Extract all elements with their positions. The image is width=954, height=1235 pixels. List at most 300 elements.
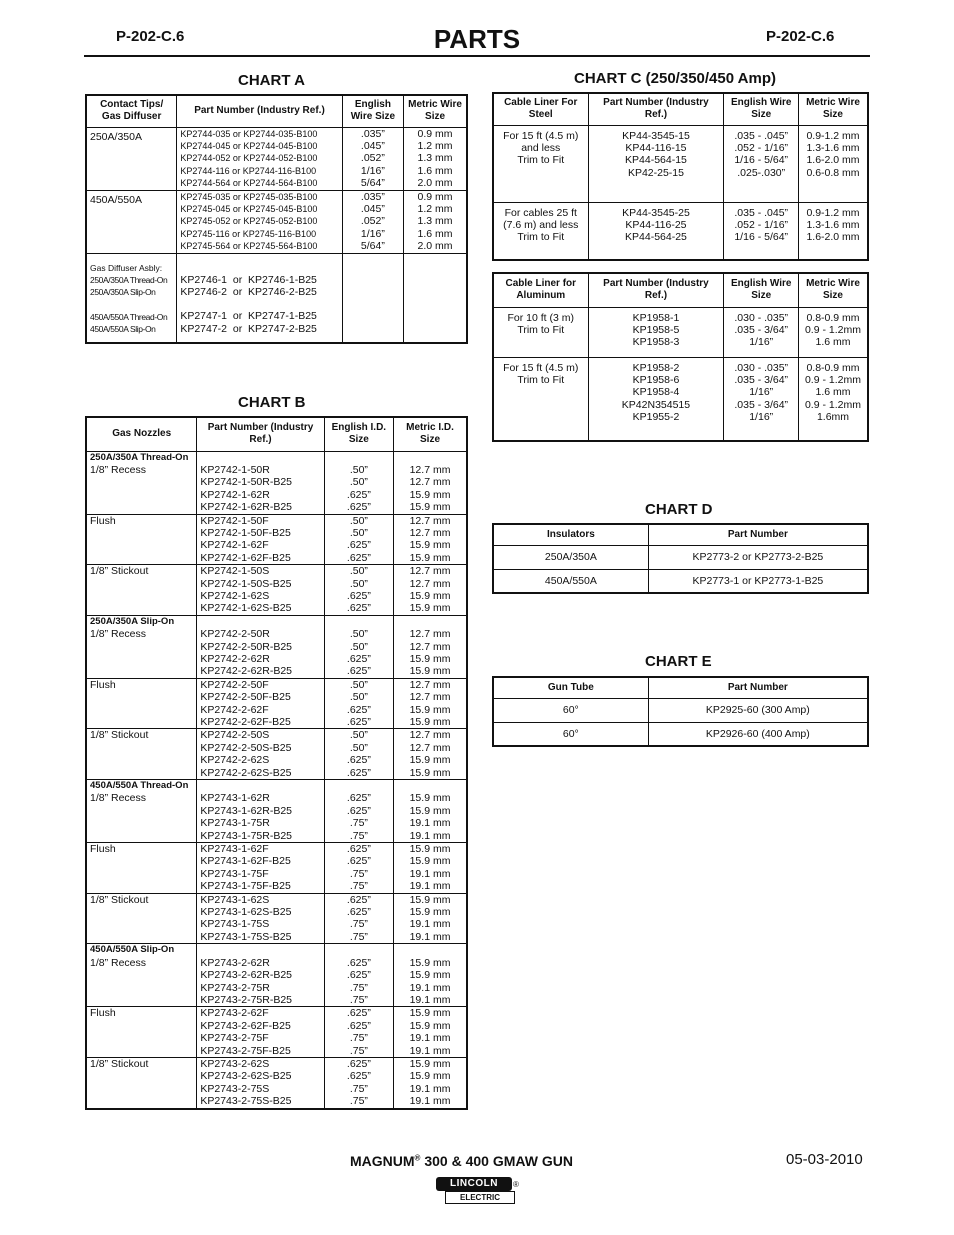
cell-line: KP2742-2-50F (200, 678, 269, 691)
cell-line: .50” (349, 729, 368, 742)
cell-line: 15.9 mm (409, 893, 451, 906)
cell-line: 12.7 mm (409, 514, 451, 527)
cell-line: KP1955-2 (632, 411, 680, 424)
cell-line: 19.1 mm (409, 930, 451, 943)
cell-line: KP2744-035 or KP2744-035-B100 (180, 128, 318, 139)
cell-line: KP2742-1-62F-B25 (200, 551, 291, 564)
table-cell (342, 190, 403, 253)
cell-line: .75” (349, 1095, 368, 1108)
cell-line: 15.9 mm (409, 501, 451, 514)
table-cell (197, 565, 324, 616)
table-cell (197, 780, 324, 843)
cell-line: KP2742-1-50F (200, 514, 269, 527)
footer-product-rest: 300 & 400 GMAW GUN (420, 1153, 573, 1169)
cell-line: .025-.030” (737, 166, 786, 179)
cell-line: KP2745-116 or KP2745-116-B100 (180, 228, 317, 239)
table-cell (798, 125, 868, 202)
diffuser-parts (177, 253, 342, 343)
row-label (86, 1007, 197, 1058)
cell-line: .045” (360, 139, 385, 152)
cell-line: .625” (346, 969, 371, 982)
cell-line: KP2743-1-75S (200, 918, 270, 931)
cell-line: For 15 ft (4.5 m) (503, 361, 579, 374)
cell-line: KP2743-2-62R-B25 (200, 969, 293, 982)
cell-line: .625” (346, 1057, 371, 1070)
lincoln-logo: LINCOLN (436, 1177, 512, 1191)
table-row (86, 615, 467, 678)
cell-line: 19.1 mm (409, 1095, 451, 1108)
cell-line: KP2742-2-62S-B25 (200, 766, 292, 779)
row-label: 250A/350A (86, 127, 177, 190)
cell-line: KP2742-2-62S (200, 754, 270, 767)
cell-line: 0.9 - 1.2mm (804, 373, 861, 386)
chart-c-title: CHART C (250/350/450 Amp) (574, 70, 777, 87)
cell-line: .75” (349, 1032, 368, 1045)
cell-line: 1/16” (360, 227, 385, 240)
cell-line: .75” (349, 817, 368, 830)
chart-e-header: Gun Tube (493, 677, 648, 698)
cell-line: .625” (346, 893, 371, 906)
cell-line: KP2743-1-62S (200, 893, 270, 906)
cell-line: KP1958-2 (632, 361, 680, 374)
row-label (86, 780, 197, 843)
cell-line: .75” (349, 880, 368, 893)
cell-line: 12.7 mm (409, 628, 451, 641)
chart-c-steel-header: Cable Liner For Steel (493, 93, 588, 125)
cell-line: .50” (349, 678, 368, 691)
cell-line: KP2742-2-50R-B25 (200, 640, 293, 653)
cell-line: .50” (349, 577, 368, 590)
cell-line: .035 - 3/64” (734, 373, 789, 386)
table-cell: 60° (493, 698, 648, 722)
table-cell (394, 451, 467, 514)
table-cell (724, 125, 799, 202)
chart-e-header: Part Number (648, 677, 868, 698)
cell-line: .625” (346, 652, 371, 665)
cell-line: .75” (349, 867, 368, 880)
chart-b-table (85, 416, 468, 1110)
cell-line: 19.1 mm (409, 1082, 451, 1095)
cell-line: 15.9 mm (409, 792, 451, 805)
table-row (86, 944, 467, 1007)
table-row (86, 1007, 467, 1058)
cell-line: 0.9 - 1.2mm (804, 323, 861, 336)
chart-a-header: Part Number (Industry Ref.) (177, 95, 342, 127)
row-label: 450A/550A (86, 190, 177, 253)
table-cell (394, 565, 467, 616)
table-row (493, 202, 868, 260)
table-cell (394, 843, 467, 894)
cell-line: .625” (346, 855, 371, 868)
cell-line: 2.0 mm (417, 177, 453, 190)
table-cell (394, 615, 467, 678)
empty-cell (342, 253, 403, 343)
row-label (86, 893, 197, 944)
table-row (86, 565, 467, 616)
cell-line: For 10 ft (3 m) (507, 311, 575, 324)
chart-c-aluminum-header: Cable Liner for Aluminum (493, 273, 588, 307)
cell-line: 12.7 mm (409, 526, 451, 539)
row-label (86, 1057, 197, 1108)
cell-line: KP2742-1-62S (200, 589, 270, 602)
chart-b-header: Gas Nozzles (86, 417, 197, 451)
row-label (86, 615, 197, 678)
table-cell (394, 780, 467, 843)
cell-line: KP2743-2-62F-B25 (200, 1019, 291, 1032)
cell-line: KP2744-564 or KP2744-564-B100 (180, 178, 318, 189)
cell-line: 1.6 mm (417, 227, 453, 240)
cell-line: KP2743-2-75R-B25 (200, 993, 293, 1006)
cell-line: .052” (360, 215, 385, 228)
diffuser-part: KP2746-1 or KP2746-1-B25 (180, 273, 317, 286)
table-row (493, 357, 868, 441)
row-label (86, 729, 197, 780)
table-cell (588, 307, 724, 357)
nozzle-type: 1/8” Stickout (90, 1057, 149, 1070)
chart-c-steel-header: English Wire Size (724, 93, 799, 125)
cell-line: 0.8-0.9 mm (806, 361, 860, 374)
cell-line: KP1958-3 (632, 336, 680, 349)
chart-a-header: Metric Wire Size (404, 95, 467, 127)
table-cell (324, 514, 393, 565)
cell-line: .625” (346, 488, 371, 501)
cell-line: KP44-564-25 (625, 231, 687, 244)
cell-line: .625” (346, 804, 371, 817)
row-label (86, 565, 197, 616)
cell-line: .625” (346, 906, 371, 919)
cell-line: 19.1 mm (409, 867, 451, 880)
table-cell (197, 1057, 324, 1108)
table-cell (724, 357, 799, 441)
cell-line: 12.7 mm (409, 729, 451, 742)
cell-line: 19.1 mm (409, 981, 451, 994)
table-cell (588, 125, 724, 202)
table-cell (394, 729, 467, 780)
table-row (86, 127, 467, 190)
table-cell (197, 944, 324, 1007)
cell-line: KP1958-5 (632, 323, 680, 336)
table-cell (177, 190, 342, 253)
nozzle-type: 1/8” Recess (90, 792, 147, 805)
diffuser-labels (86, 253, 177, 343)
row-label (86, 451, 197, 514)
table-cell (588, 357, 724, 441)
cell-line: 15.9 mm (409, 843, 451, 856)
cell-line: KP2745-052 or KP2745-052-B100 (180, 216, 318, 227)
cell-line: 19.1 mm (409, 993, 451, 1006)
nozzle-type: Flush (90, 514, 116, 527)
cell-line: .625” (346, 1007, 371, 1020)
cell-line: KP2742-1-50F-B25 (200, 526, 291, 539)
chart-a-header: Contact Tips/ Gas Diffuser (86, 95, 177, 127)
cell-line: KP1958-6 (632, 373, 680, 386)
nozzle-type: 1/8” Recess (90, 956, 147, 969)
chart-c-steel-header: Metric Wire Size (798, 93, 868, 125)
cell-line: .030 - .035” (734, 361, 789, 374)
table-cell (324, 451, 393, 514)
chart-b-header: Part Number (Industry Ref.) (197, 417, 324, 451)
cell-line: KP2743-2-62S-B25 (200, 1070, 292, 1083)
table-cell (177, 127, 342, 190)
cell-line: KP2742-1-62R-B25 (200, 501, 293, 514)
table-cell (342, 127, 403, 190)
cell-line: KP2745-564 or KP2745-564-B100 (180, 241, 318, 252)
empty-cell (404, 253, 467, 343)
cell-line: KP2743-2-75S-B25 (200, 1095, 292, 1108)
footer-date: 05-03-2010 (786, 1151, 863, 1168)
cell-line: 1.2 mm (417, 202, 453, 215)
cell-line: KP2744-116 or KP2744-116-B100 (180, 165, 317, 176)
cell-line: .625” (346, 589, 371, 602)
cell-line: 1.3-1.6 mm (806, 141, 860, 154)
cell-line: 12.7 mm (409, 640, 451, 653)
cell-line: .625” (346, 501, 371, 514)
cell-line: 19.1 mm (409, 880, 451, 893)
cell-line: KP2742-2-62F (200, 703, 269, 716)
table-cell (197, 729, 324, 780)
cell-line: .035 - .045” (734, 206, 789, 219)
cell-line: .625” (346, 602, 371, 615)
table-cell (493, 357, 588, 441)
table-cell (404, 127, 467, 190)
cell-line: .035 - 3/64” (734, 398, 789, 411)
cell-line: 15.9 mm (409, 602, 451, 615)
cell-line: 1/16” (749, 336, 774, 349)
table-cell (197, 843, 324, 894)
table-cell (724, 307, 799, 357)
cell-line: 1/16” (749, 411, 774, 424)
table-cell: KP2926-60 (400 Amp) (648, 722, 868, 746)
cell-line: 15.9 mm (409, 716, 451, 728)
cell-line: 15.9 mm (409, 1019, 451, 1032)
cell-line: .75” (349, 1082, 368, 1095)
cell-line: .035 - 3/64” (734, 323, 789, 336)
cell-line: KP44-3545-15 (622, 129, 690, 142)
cell-line: 1.2 mm (417, 139, 453, 152)
cell-line: 2.0 mm (417, 240, 453, 253)
cell-line: KP2742-1-62R (200, 488, 270, 501)
cell-line: 12.7 mm (409, 741, 451, 754)
diffuser-part: KP2746-2 or KP2746-2-B25 (180, 285, 317, 298)
cell-line: .625” (346, 1070, 371, 1083)
page-code-left: P-202-C.6 (116, 28, 185, 45)
cell-line: KP2743-1-62R (200, 792, 270, 805)
diffuser-label: 250A/350A Slip-On (90, 287, 156, 298)
cell-line: Trim to Fit (517, 231, 565, 244)
table-cell (394, 893, 467, 944)
cell-line: 1.6 mm (815, 336, 851, 349)
cell-line: .50” (349, 565, 368, 578)
cell-line: .50” (349, 476, 368, 489)
cell-line: KP44-3545-25 (622, 206, 690, 219)
cell-line: .045” (360, 202, 385, 215)
footer-product-title (350, 1153, 573, 1169)
cell-line: .035” (360, 127, 385, 140)
diffuser-heading: Gas Diffuser Asbly: (90, 262, 163, 273)
table-cell (324, 780, 393, 843)
cell-line: .052 - 1/16” (734, 218, 789, 231)
cell-line: .035” (360, 190, 385, 203)
diffuser-part: KP2747-1 or KP2747-1-B25 (180, 310, 317, 323)
table-cell (197, 1007, 324, 1058)
cell-line: KP2744-052 or KP2744-052-B100 (180, 153, 318, 164)
logo-registered-mark: ® (513, 1180, 519, 1189)
table-cell (798, 202, 868, 260)
cell-line: 15.9 mm (409, 1057, 451, 1070)
cell-line: 0.9 - 1.2mm (804, 398, 861, 411)
chart-c-aluminum-header: English Wire Size (724, 273, 799, 307)
cell-line: 19.1 mm (409, 817, 451, 830)
cell-line: 12.7 mm (409, 691, 451, 704)
cell-line: .052” (360, 152, 385, 165)
chart-c-steel-header: Part Number (Industry Ref.) (588, 93, 724, 125)
cell-line: (7.6 m) and less (503, 218, 579, 231)
diffuser-label: 450A/550A Slip-On (90, 324, 156, 335)
row-label (86, 944, 197, 1007)
cell-line: KP2743-2-75S (200, 1082, 270, 1095)
table-cell (394, 1007, 467, 1058)
cell-line: Trim to Fit (517, 323, 565, 336)
diffuser-part: KP2747-2 or KP2747-2-B25 (180, 322, 317, 335)
cell-line: 15.9 mm (409, 956, 451, 969)
table-cell (324, 729, 393, 780)
table-cell (493, 307, 588, 357)
cell-line: KP2742-1-62F (200, 539, 269, 552)
cell-line: KP2743-2-62F (200, 1007, 269, 1020)
cell-line: 19.1 mm (409, 1032, 451, 1045)
table-cell (197, 893, 324, 944)
chart-a-table (85, 94, 468, 344)
cell-line: 1/16 - 5/64” (734, 154, 789, 167)
table-cell: 250A/350A (493, 545, 648, 569)
table-cell (394, 678, 467, 729)
cell-line: 1/16” (749, 386, 774, 399)
chart-d-header: Insulators (493, 524, 648, 545)
table-row (86, 451, 467, 514)
cell-line: 12.7 mm (409, 678, 451, 691)
cell-line: 15.9 mm (409, 665, 451, 678)
cell-line: KP42N354515 (621, 398, 691, 411)
table-row (86, 678, 467, 729)
table-row (493, 722, 868, 746)
cell-line: KP2745-045 or KP2745-045-B100 (180, 203, 318, 214)
cell-line: 15.9 mm (409, 906, 451, 919)
chart-e-table (492, 676, 869, 747)
cell-line: KP1958-1 (632, 311, 680, 324)
footer-product-name: MAGNUM (350, 1153, 415, 1169)
cell-line: 1.6 mm (815, 386, 851, 399)
cell-line: KP2742-1-50R (200, 463, 270, 476)
cell-line: KP2742-1-50S (200, 565, 270, 578)
cell-line: 15.9 mm (409, 703, 451, 716)
cell-line: KP2743-2-75F-B25 (200, 1044, 291, 1057)
cell-line: .50” (349, 741, 368, 754)
row-label (86, 514, 197, 565)
table-cell (404, 190, 467, 253)
cell-line: 1.3 mm (417, 152, 453, 165)
cell-line: 12.7 mm (409, 577, 451, 590)
cell-line: 19.1 mm (409, 1044, 451, 1057)
cell-line: Trim to Fit (517, 373, 565, 386)
cell-line: For cables 25 ft (504, 206, 577, 219)
table-cell (324, 1057, 393, 1108)
cell-line: KP2742-2-62R-B25 (200, 665, 293, 678)
cell-line: 1.3 mm (417, 215, 453, 228)
chart-c-steel-table (492, 92, 869, 261)
cell-line: KP2743-2-62R (200, 956, 270, 969)
table-cell: 60° (493, 722, 648, 746)
cell-line: and less (521, 141, 561, 154)
table-cell (724, 202, 799, 260)
cell-line: KP2743-2-75R (200, 981, 270, 994)
electric-logo: ELECTRIC (445, 1191, 515, 1204)
cell-line: KP2742-1-50S-B25 (200, 577, 292, 590)
chart-c-aluminum-header: Metric Wire Size (798, 273, 868, 307)
cell-line: .625” (346, 1019, 371, 1032)
cell-line: 1.3-1.6 mm (806, 218, 860, 231)
cell-line: 1/16” (360, 164, 385, 177)
header-rule (84, 55, 870, 57)
table-row (493, 307, 868, 357)
cell-line: 15.9 mm (409, 652, 451, 665)
cell-line: KP44-116-15 (625, 141, 687, 154)
nozzle-type: 1/8” Recess (90, 463, 147, 476)
cell-line: KP2742-1-50R-B25 (200, 476, 293, 489)
table-cell: KP2925-60 (300 Amp) (648, 698, 868, 722)
table-cell (197, 678, 324, 729)
cell-line: KP2743-1-75F (200, 867, 269, 880)
cell-line: .625” (346, 766, 371, 779)
cell-line: .625” (346, 703, 371, 716)
cell-line: 12.7 mm (409, 463, 451, 476)
cell-line: KP44-116-25 (625, 218, 687, 231)
chart-a-title: CHART A (238, 72, 305, 89)
cell-line: 1.6-2.0 mm (806, 231, 860, 244)
table-cell (394, 514, 467, 565)
group-heading: 250A/350A Slip-On (90, 615, 175, 627)
cell-line: KP2742-1-62S-B25 (200, 602, 292, 615)
cell-line: 15.9 mm (409, 551, 451, 564)
cell-line: .625” (346, 716, 371, 728)
cell-line: 1.6 mm (417, 164, 453, 177)
table-row (86, 780, 467, 843)
row-label (86, 678, 197, 729)
table-row (86, 893, 467, 944)
cell-line: 12.7 mm (409, 476, 451, 489)
chart-d-title: CHART D (645, 501, 713, 518)
cell-line: KP42-25-15 (627, 166, 684, 179)
cell-line: KP1958-4 (632, 386, 680, 399)
cell-line: 12.7 mm (409, 565, 451, 578)
cell-line: .75” (349, 829, 368, 842)
nozzle-type: 1/8” Recess (90, 628, 147, 641)
chart-a-header: English Wire Size (342, 95, 403, 127)
table-cell (197, 451, 324, 514)
group-heading: 250A/350A Thread-On (90, 451, 189, 463)
group-heading: 450A/550A Thread-On (90, 780, 189, 792)
table-cell (588, 202, 724, 260)
cell-line: 15.9 mm (409, 766, 451, 779)
table-cell (798, 357, 868, 441)
cell-line: 1.6-2.0 mm (806, 154, 860, 167)
nozzle-type: Flush (90, 1007, 116, 1020)
cell-line: 5/64” (360, 177, 385, 190)
cell-line: KP2743-1-75S-B25 (200, 930, 292, 943)
cell-line: .50” (349, 514, 368, 527)
table-cell (394, 1057, 467, 1108)
cell-line: KP2743-2-75F (200, 1032, 269, 1045)
row-label (86, 843, 197, 894)
